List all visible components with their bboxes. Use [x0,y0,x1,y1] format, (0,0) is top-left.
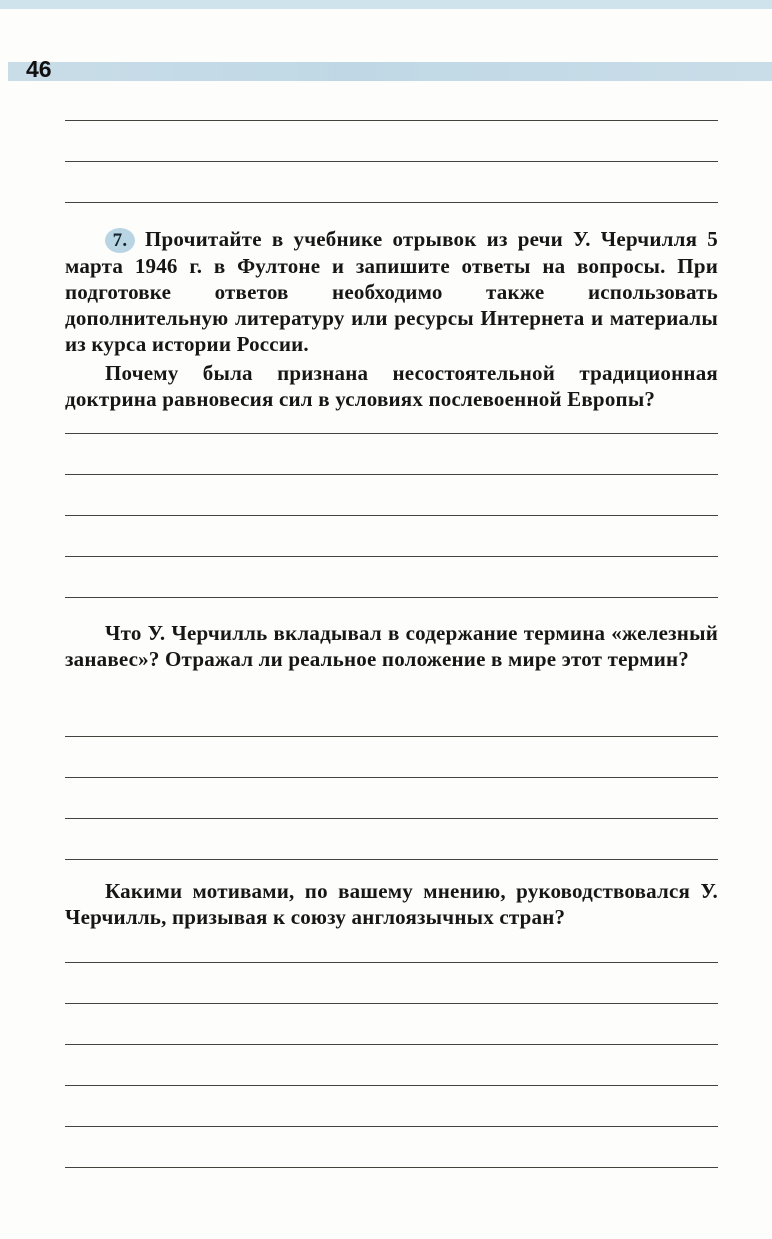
answer-rule-line [65,475,718,516]
page-number: 46 [26,56,52,82]
answer-lines-question-3 [65,922,718,1168]
question-1: Почему была признана несостоятельной традиционная доктрина равновесия сил в условиях послевоенной Европы? [65,361,718,411]
answer-rule-line [65,1045,718,1086]
answer-rule-line [65,819,718,860]
answer-rule-line [65,922,718,963]
question-2: Что У. Черчилль вкладывал в содержание термина «железный занавес»? Отражал ли реальное положение в мире этот термин? [65,621,718,671]
answer-rule-line [65,516,718,557]
answer-rule-line [65,1086,718,1127]
answer-rule-line [65,1004,718,1045]
answer-lines-top [65,80,718,203]
top-edge-stripe [0,0,772,9]
answer-rule-line [65,963,718,1004]
answer-lines-question-1 [65,393,718,598]
task-paragraph [65,226,718,357]
answer-rule-line [65,434,718,475]
answer-rule-line [65,557,718,598]
answer-rule-line [65,80,718,121]
question-3: Какими мотивами, по вашему мнению, руководствовался У. Черчилль, призывая к союзу англоязычных стран? [65,879,718,929]
answer-rule-line [65,778,718,819]
answer-rule-line [65,696,718,737]
answer-rule-line [65,737,718,778]
task-text: Прочитайте в учебнике отрывок из речи У. Черчилля 5 марта 1946 г. в Фултоне и запишите ответы на вопросы. При подготовке ответов необходимо также использовать дополнительную литературу или ресурсы Интернета и материалы из курса истории России. [65,227,718,356]
answer-rule-line [65,162,718,203]
task-number-badge: 7. [105,228,135,253]
page-number-band [8,62,772,81]
answer-rule-line [65,1127,718,1168]
answer-lines-question-2 [65,696,718,860]
answer-rule-line [65,393,718,434]
answer-rule-line [65,121,718,162]
